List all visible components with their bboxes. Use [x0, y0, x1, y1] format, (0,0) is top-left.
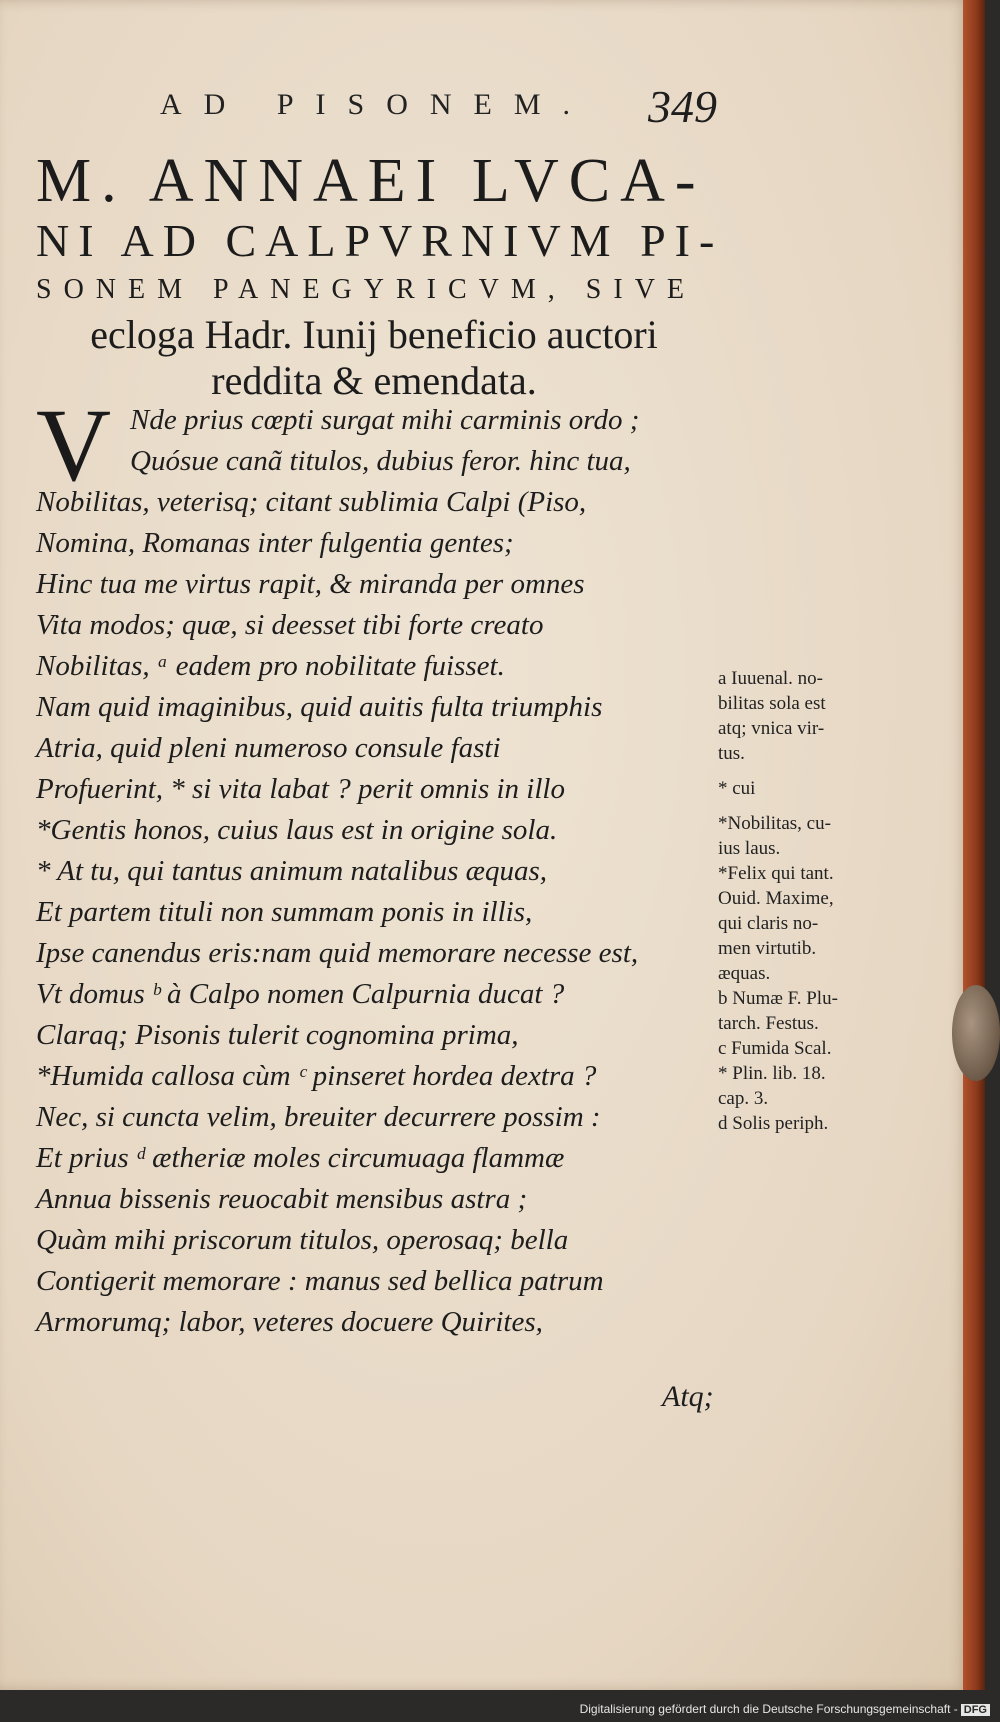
verse-line: Nomina, Romanas inter fulgentia gentes;	[36, 527, 514, 559]
drop-cap: V	[36, 388, 112, 503]
verse-line: Hinc tua me virtus rapit, & miranda per omnes	[36, 568, 585, 600]
marginal-note: *Nobilitas, cu-	[718, 813, 831, 834]
marginal-note: tus.	[718, 743, 745, 764]
verse-line: *Gentis honos, cuius laus est in origine sola.	[36, 814, 558, 846]
verse-line: Et prius ᵈ ætheriæ moles circumuaga flammæ	[36, 1142, 565, 1174]
marginal-note: b Numæ F. Plu-	[718, 988, 838, 1009]
marginal-note: * Plin. lib. 18.	[718, 1063, 826, 1084]
marginal-note: æquas.	[718, 963, 771, 984]
verse-line: Claraq; Pisonis tulerit cognomina prima,	[36, 1019, 519, 1051]
digitization-credit	[580, 1702, 990, 1716]
marginal-note: men virtutib.	[718, 938, 817, 959]
verse-line: Nobilitas, veterisq; citant sublimia Calpi (Piso,	[36, 486, 587, 518]
verse-line: Annua bissenis reuocabit mensibus astra ;	[36, 1183, 528, 1215]
marginal-note: d Solis periph.	[718, 1113, 829, 1134]
marginal-note: ius laus.	[718, 838, 781, 859]
title-line-3: SONEM PANEGYRICVM, SIVE	[36, 274, 697, 305]
verse-line: *Humida callosa cùm ᶜ pinseret hordea dextra ?	[36, 1060, 597, 1092]
verse-line: Contigerit memorare : manus sed bellica patrum	[36, 1265, 604, 1297]
title-block	[36, 147, 724, 404]
verse-line: Ipse canendus eris:nam quid memorare necesse est,	[36, 937, 639, 969]
marginal-note: c Fumida Scal.	[718, 1038, 832, 1059]
verse-line: Nec, si cuncta velim, breuiter decurrere possim :	[36, 1101, 601, 1133]
verse-line: Nobilitas, ᵃ eadem pro nobilitate fuisset.	[36, 650, 505, 682]
verse-line: * At tu, qui tantus animum natalibus æquas,	[36, 855, 548, 887]
verse-line: Vt domus ᵇ à Calpo nomen Calpurnia ducat ?	[36, 978, 565, 1010]
running-head: AD PISONEM.	[160, 88, 593, 121]
marginal-note: Ouid. Maxime,	[718, 888, 834, 909]
verse-line: Quàm mihi priscorum titulos, operosaq; bella	[36, 1224, 569, 1256]
marginal-note: atq; vnica vir-	[718, 718, 825, 739]
dfg-logo: DFG	[961, 1704, 990, 1716]
credit-text: Digitalisierung gefördert durch die Deutsche Forschungsgemeinschaft -	[579, 1702, 958, 1716]
verse-line: Vita modos; quæ, si deesset tibi forte creato	[36, 609, 544, 641]
title-line-1: M. ANNAEI LVCA-	[36, 147, 706, 215]
marginal-note: *Felix qui tant.	[718, 863, 834, 884]
catchword: Atq;	[662, 1380, 714, 1413]
verse-line: Armorumq; labor, veteres docuere Quirites,	[36, 1306, 543, 1338]
marginal-notes	[718, 666, 898, 1136]
marginal-note: a Iuuenal. no-	[718, 668, 823, 689]
marginal-note: qui claris no-	[718, 913, 819, 934]
poem-body	[36, 400, 716, 1343]
verse-line: Nde prius cœpti surgat mihi carminis ordo ;	[130, 404, 640, 436]
title-line-2: NI AD CALPVRNIVM PI-	[36, 215, 724, 266]
verse-line: Nam quid imaginibus, quid auitis fulta triumphis	[36, 691, 603, 723]
marginal-note: bilitas sola est	[718, 693, 826, 714]
marginal-note: cap. 3.	[718, 1088, 769, 1109]
verse-line: Et partem tituli non summam ponis in illis,	[36, 896, 533, 928]
page-number: 349	[648, 81, 717, 132]
marginal-note: tarch. Festus.	[718, 1013, 819, 1034]
page-edge	[963, 0, 985, 1690]
title-line-5: reddita & emendata.	[211, 358, 537, 403]
verse-line: Quósue canã titulos, dubius feror. hinc tua,	[130, 445, 631, 477]
verse-line: Profuerint, * si vita labat ? perit omnis in illo	[36, 773, 565, 805]
title-line-4: ecloga Hadr. Iunij beneficio auctori	[90, 312, 658, 357]
marginal-note: * cui	[718, 778, 756, 799]
book-clasp	[952, 985, 1000, 1081]
verse-line: Atria, quid pleni numeroso consule fasti	[36, 732, 501, 764]
